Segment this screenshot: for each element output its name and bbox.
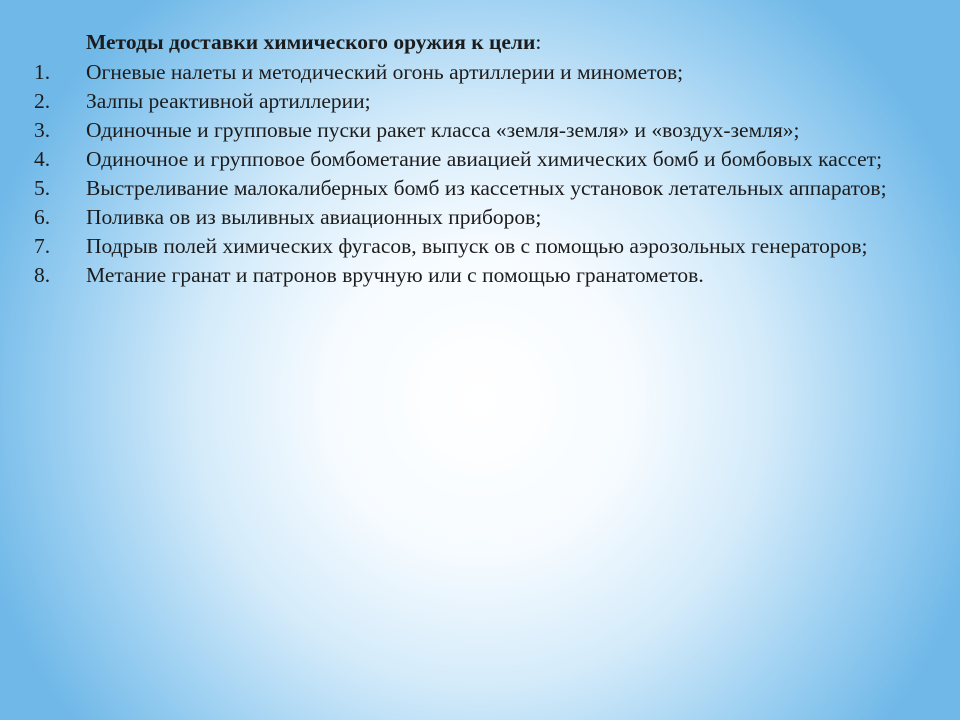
list-item-number: 6. — [34, 205, 51, 229]
list-item — [34, 203, 930, 232]
list-item — [34, 58, 930, 87]
slide-heading — [86, 28, 930, 58]
list-item-number: 3. — [34, 118, 51, 142]
slide-content — [34, 28, 930, 290]
list-item-number: 8. — [34, 263, 51, 287]
list-item — [34, 232, 930, 261]
list-item — [34, 145, 930, 174]
list-item-text: Метание гранат и патронов вручную или с помощью гранатометов. — [86, 263, 704, 287]
list-item — [34, 261, 930, 290]
list-item-number: 5. — [34, 176, 51, 200]
list-item-text: Одиночное и групповое бомбометание авиацией химических бомб и бомбовых кассет; — [86, 147, 883, 171]
list-item-number: 2. — [34, 89, 51, 113]
list-item-text: Залпы реактивной артиллерии; — [86, 89, 371, 113]
list-item-text: Поливка ов из выливных авиационных приборов; — [86, 205, 542, 229]
delivery-methods-list — [34, 58, 930, 290]
list-item — [34, 116, 930, 145]
slide-heading-colon: : — [535, 30, 542, 54]
list-item-text: Огневые налеты и методический огонь артиллерии и минометов; — [86, 60, 684, 84]
list-item-text: Подрыв полей химических фугасов, выпуск ов с помощью аэрозольных генераторов; — [86, 234, 868, 258]
list-item-number: 4. — [34, 147, 51, 171]
list-item — [34, 87, 930, 116]
list-item-number: 1. — [34, 60, 51, 84]
list-item-number: 7. — [34, 234, 51, 258]
list-item — [34, 174, 930, 203]
slide-heading-text: Методы доставки химического оружия к цели — [86, 30, 536, 54]
list-item-text: Выстреливание малокалиберных бомб из кассетных установок летательных аппаратов; — [86, 176, 887, 200]
list-item-text: Одиночные и групповые пуски ракет класса «земля-земля» и «воздух-земля»; — [86, 118, 800, 142]
